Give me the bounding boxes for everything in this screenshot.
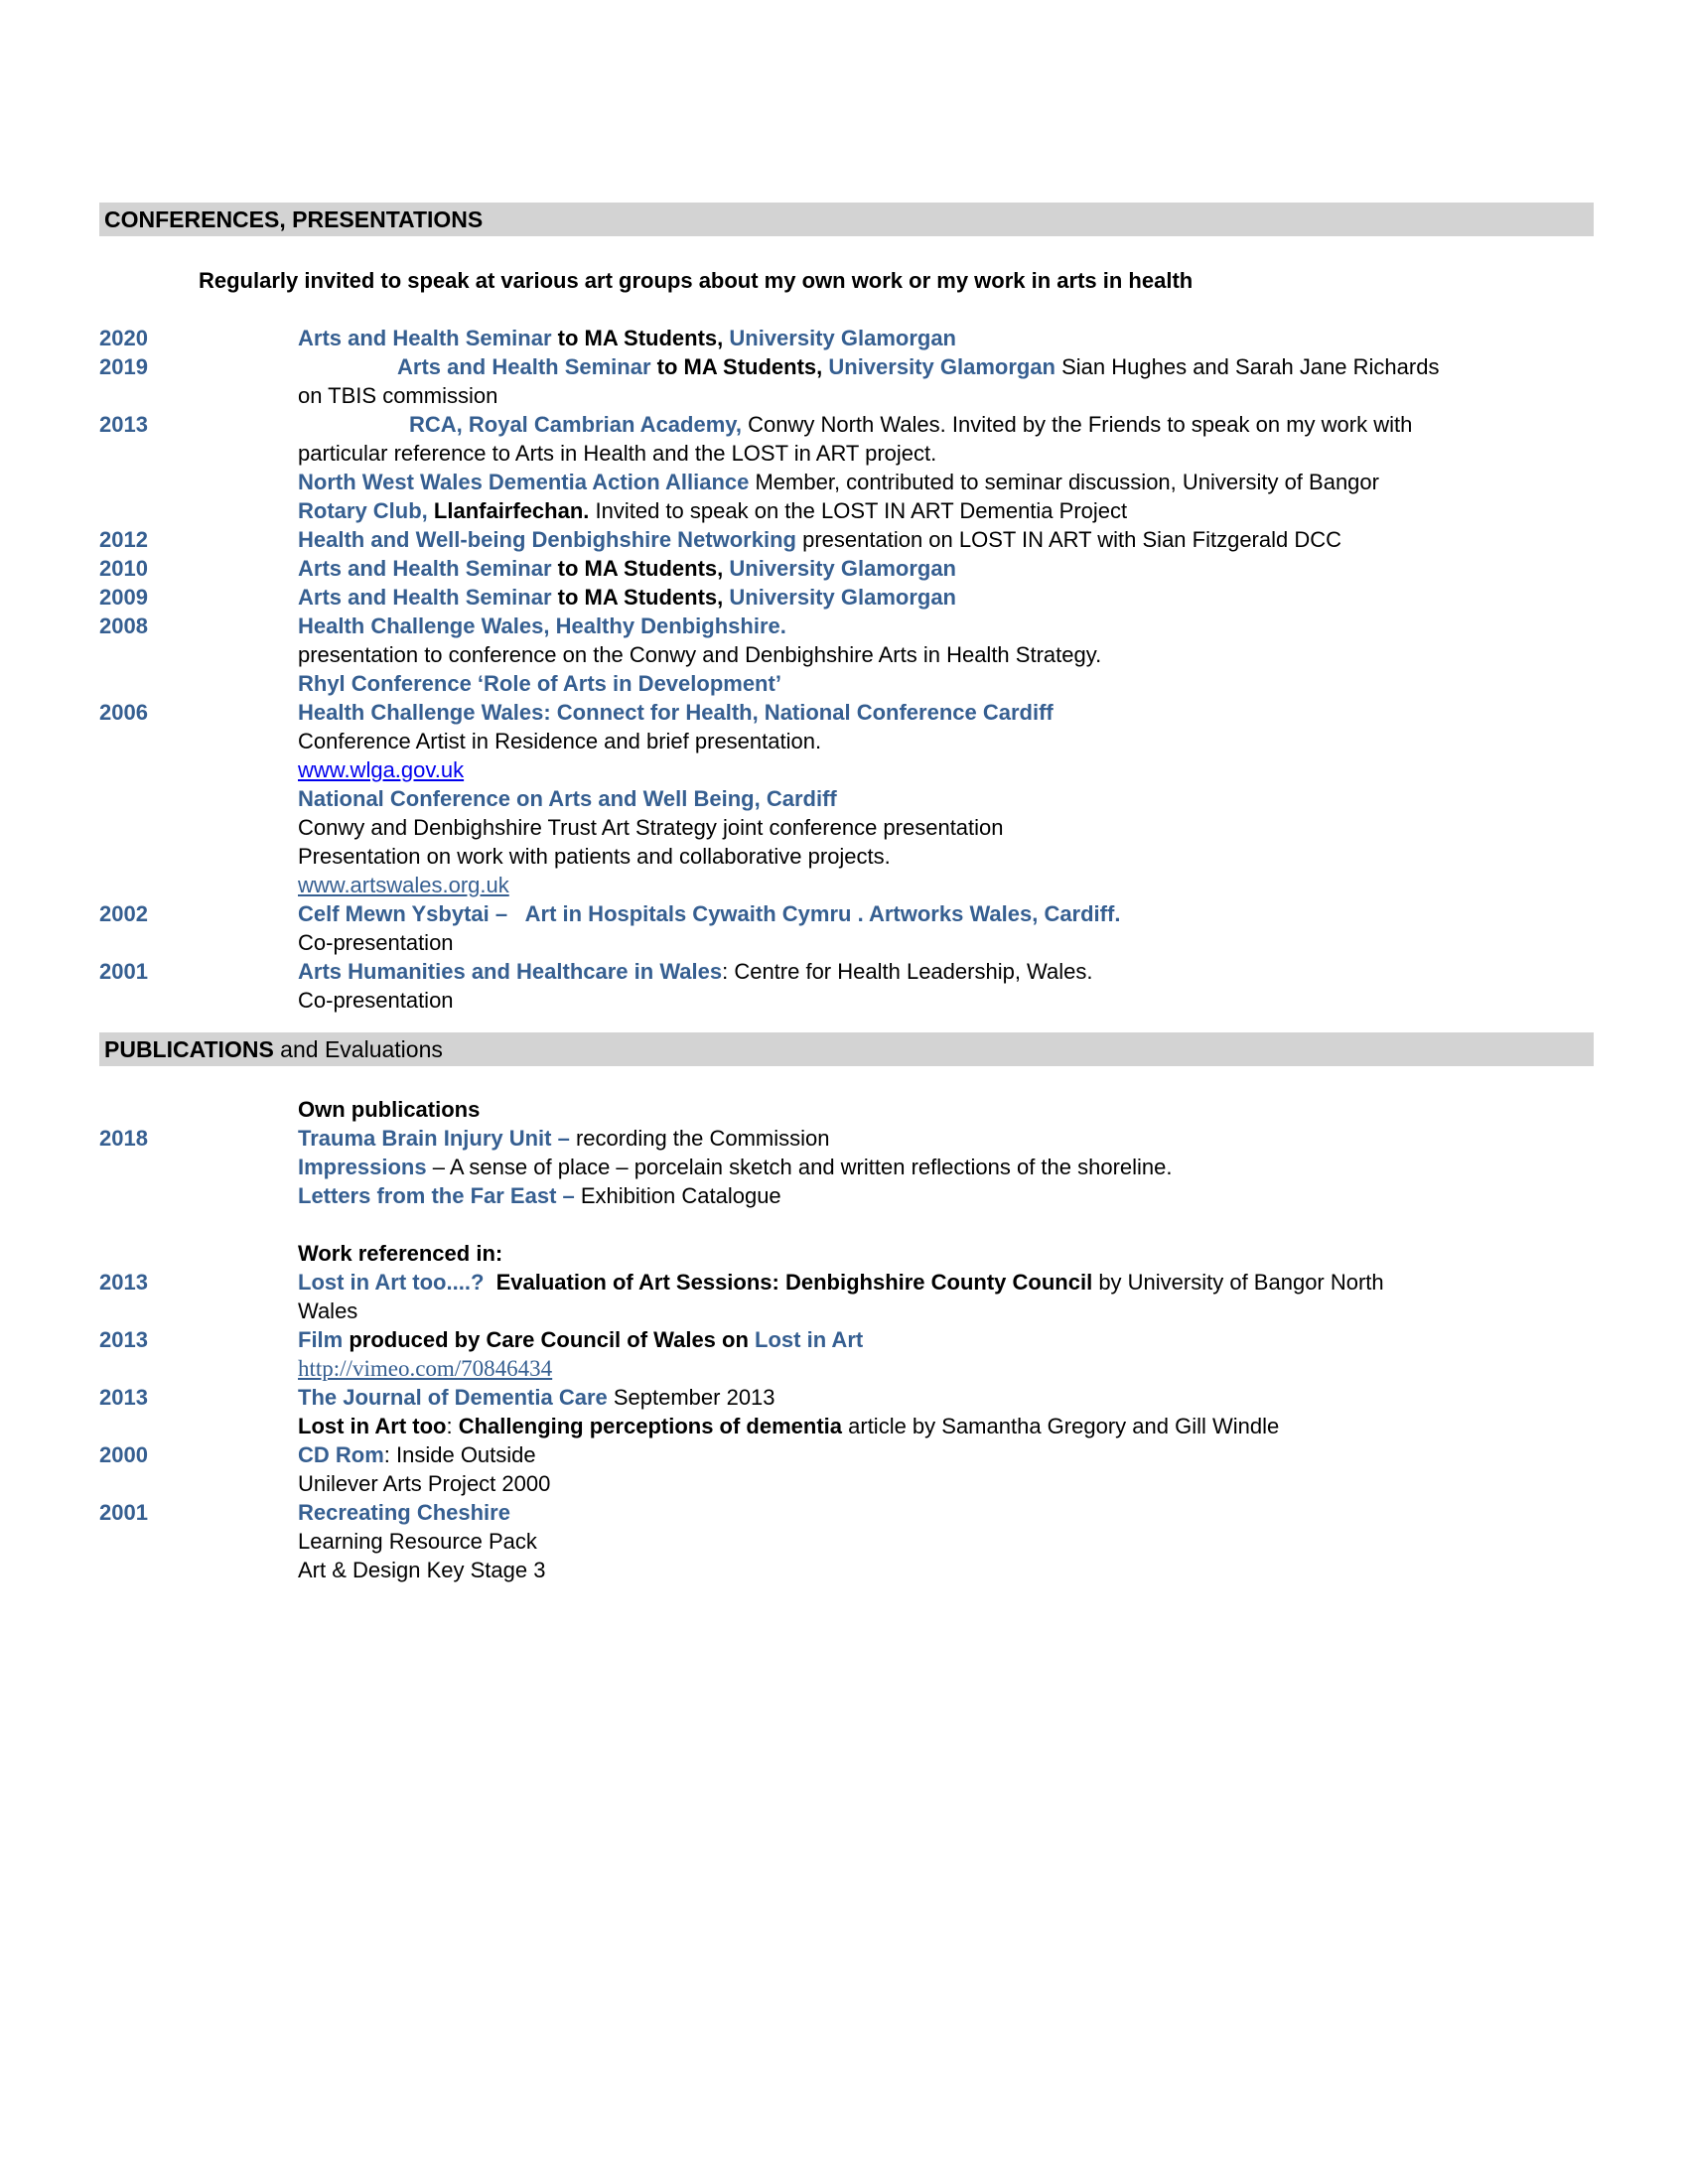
text-segment: Member, contributed to seminar discussion, University of Bangor [749,470,1379,494]
entry-content [298,986,1594,1015]
year-label [99,842,298,871]
entry-row [99,1297,1594,1325]
year-label: 2013 [99,1385,148,1410]
entry-content [298,1383,1594,1412]
entry-content [298,525,1594,554]
vimeo-link[interactable]: http://vimeo.com/70846434 [298,1356,553,1381]
text-segment: to MA Students, [650,354,823,379]
year-label [99,1556,298,1584]
year-label: 2009 [99,585,148,610]
year-label: 2013 [99,1270,148,1295]
text-segment: : [446,1414,459,1438]
text-segment: Celf Mewn Ysbytai – Art in Hospitals Cywaith Cymru . Artworks Wales, Cardiff. [298,901,1121,926]
text-segment: Presentation on work with patients and collaborative projects. [298,844,891,869]
text-segment: University Glamorgan [723,326,956,350]
entry-content [298,842,1594,871]
text-segment: to MA Students, [551,556,724,581]
text-segment: Llanfairfechan. [427,498,590,523]
entry-row [99,324,1594,352]
year-label [99,381,298,410]
entry-row [99,612,1594,640]
year-label: 2001 [99,959,148,984]
text-segment: Co-presentation [298,988,454,1013]
text-segment: to MA Students, [551,585,724,610]
year-label [99,928,298,957]
year-label [99,1153,298,1181]
text-segment: Rotary Club, [298,498,428,523]
year-label: 2001 [99,1500,148,1525]
year-label: 2002 [99,901,148,926]
text-segment: Letters from the Far East – [298,1183,575,1208]
entry-content [298,784,1594,813]
entry-row [99,1124,1594,1153]
year-label [99,986,298,1015]
entry-row [99,899,1594,928]
text-segment: Unilever Arts Project 2000 [298,1471,551,1496]
entry-content [298,1153,1594,1181]
entry-row [99,1325,1594,1354]
entry-content [298,496,1594,525]
entry-row [99,439,1594,468]
text-segment: article by Samantha Gregory and Gill Windle [842,1414,1280,1438]
entry-row [99,496,1594,525]
entry-row [99,381,1594,410]
entry-row [99,1095,1594,1124]
text-segment: Own publications [298,1097,481,1122]
text-segment: – A sense of place – porcelain sketch and written reflections of the shoreline. [426,1155,1173,1179]
entry-content [298,813,1594,842]
text-segment: North West Wales Dementia Action Alliance [298,470,750,494]
entry-content [298,640,1594,669]
entry-row [99,1469,1594,1498]
entry-row [99,1354,1594,1383]
entry-content [298,583,1594,612]
text-segment: Arts and Health Seminar [298,585,552,610]
section-header-conferences [99,203,1594,236]
text-segment: : Inside Outside [383,1442,536,1467]
year-label [99,813,298,842]
entry-content [298,381,1594,410]
entry-content [298,1325,1594,1354]
entry-content [298,1498,1594,1527]
year-label [99,640,298,669]
text-segment: Challenging perceptions of dementia [458,1414,843,1438]
conferences-entries [99,324,1594,1015]
year-label: 2018 [99,1126,148,1151]
text-segment: presentation on LOST IN ART with Sian Fitzgerald DCC [795,527,1342,552]
entry-row [99,957,1594,986]
entry-content [298,899,1594,928]
text-segment: University Glamorgan [723,556,956,581]
entry-row [99,1153,1594,1181]
entry-content [298,554,1594,583]
text-segment: Arts Humanities and Healthcare in Wales [298,959,723,984]
entry-row [99,1556,1594,1584]
entry-row [99,871,1594,899]
artswales-link[interactable]: www.artswales.org.uk [298,873,509,897]
year-label: 2013 [99,412,148,437]
entry-content [298,755,1594,784]
entry-content [298,1124,1594,1153]
entry-row [99,755,1594,784]
text-segment: by University of Bangor North [1092,1270,1384,1295]
year-label: 2000 [99,1442,148,1467]
entry-content [298,928,1594,957]
year-label [99,1239,298,1268]
text-segment: Impressions [298,1155,427,1179]
text-segment: Film [298,1327,344,1352]
entry-content [298,1527,1594,1556]
text-segment: Evaluation of Art Sessions: Denbighshire County Council [484,1270,1093,1295]
entry-row [99,669,1594,698]
entry-content [298,1354,1594,1383]
year-label: 2013 [99,1327,148,1352]
text-segment: Co-presentation [298,930,454,955]
year-label: 2019 [99,354,148,379]
entry-row [99,410,1594,439]
year-label: 2012 [99,527,148,552]
blank-line [99,1210,1594,1239]
entry-content [298,1268,1594,1297]
text-segment: presentation to conference on the Conwy and Denbighshire Arts in Health Strategy. [298,642,1102,667]
text-segment: The Journal of Dementia Care [298,1385,608,1410]
year-label [99,755,298,784]
entry-content [298,1440,1594,1469]
entry-content [298,727,1594,755]
year-label [99,439,298,468]
entry-content [298,1412,1594,1440]
section-title-suffix: and Evaluations [273,1036,443,1062]
text-segment: Conference Artist in Residence and brief presentation. [298,729,822,753]
entry-row [99,640,1594,669]
text-segment: Work referenced in: [298,1241,503,1266]
year-label [99,1469,298,1498]
entry-row [99,1412,1594,1440]
year-label [99,784,298,813]
year-label: 2010 [99,556,148,581]
text-segment: University Glamorgan [723,585,956,610]
entry-content [298,410,1594,439]
text-segment: Health Challenge Wales: Connect for Health, National Conference Cardiff [298,700,1054,725]
section-header-publications [99,1032,1594,1066]
entry-row [99,986,1594,1015]
entry-content [298,468,1594,496]
entry-row [99,1383,1594,1412]
text-segment: Rhyl Conference ‘Role of Arts in Development’ [298,671,781,696]
entry-row [99,784,1594,813]
entry-content [298,1181,1594,1210]
text-segment: Lost in Art too [298,1414,447,1438]
year-label [99,1354,298,1383]
text-segment: CD Rom [298,1442,384,1467]
text-segment: Conwy and Denbighshire Trust Art Strategy joint conference presentation [298,815,1004,840]
blank-line [99,1066,1594,1095]
text-segment: Conwy North Wales. Invited by the Friends to speak on my work with [741,412,1413,437]
entry-row [99,1498,1594,1527]
section-title: PUBLICATIONS [104,1036,274,1062]
section-title: CONFERENCES, PRESENTATIONS [104,206,484,232]
wlga-link[interactable]: www.wlga.gov.uk [298,757,465,782]
year-label [99,496,298,525]
text-segment: National Conference on Arts and Well Being, Cardiff [298,786,837,811]
text-segment: particular reference to Arts in Health and the LOST in ART project. [298,441,937,466]
text-segment: Arts and Health Seminar [298,556,552,581]
conferences-intro: Regularly invited to speak at various art groups about my own work or my work in arts in health [199,268,1194,293]
publications-entries [99,1066,1594,1584]
text-segment: Trauma Brain Injury Unit – [298,1126,570,1151]
entry-content [298,669,1594,698]
entry-content [298,698,1594,727]
entry-content [298,612,1594,640]
entry-row [99,1527,1594,1556]
entry-row [99,1440,1594,1469]
year-label [99,727,298,755]
text-segment: Recreating Cheshire [298,1500,510,1525]
text-segment: on TBIS commission [298,383,498,408]
text-segment: RCA, Royal Cambrian Academy, [409,412,742,437]
entry-content [298,352,1594,381]
entry-content [298,1469,1594,1498]
entry-content [298,439,1594,468]
text-segment: : Centre for Health Leadership, Wales. [722,959,1093,984]
text-segment: Arts and Health Seminar [298,326,552,350]
entry-row [99,1268,1594,1297]
entry-row [99,727,1594,755]
year-label [99,1095,298,1124]
text-segment: recording the Commission [569,1126,830,1151]
year-label: 2006 [99,700,148,725]
entry-content [298,1095,1594,1124]
entry-content [298,957,1594,986]
year-label [99,871,298,899]
text-segment: Wales [298,1298,358,1323]
text-segment: Arts and Health Seminar [397,354,651,379]
year-label [99,1181,298,1210]
entry-row [99,352,1594,381]
year-label [99,1412,298,1440]
year-label [99,669,298,698]
entry-row [99,583,1594,612]
text-segment: Sian Hughes and Sarah Jane Richards [1055,354,1440,379]
year-label: 2008 [99,614,148,638]
text-segment: Lost in Art too....? [298,1270,485,1295]
text-segment: to MA Students, [551,326,724,350]
text-segment: produced by Care Council of Wales on [343,1327,756,1352]
text-segment: September 2013 [607,1385,775,1410]
entry-content [298,1297,1594,1325]
entry-row [99,842,1594,871]
year-label [99,1297,298,1325]
text-segment: Health Challenge Wales, Healthy Denbighshire. [298,614,786,638]
text-segment: Health and Well-being Denbighshire Networking [298,527,796,552]
entry-content [298,871,1594,899]
entry-content [298,1556,1594,1584]
entry-content [298,324,1594,352]
text-segment: Exhibition Catalogue [574,1183,781,1208]
text-segment: Invited to speak on the LOST IN ART Dementia Project [589,498,1128,523]
year-label: 2020 [99,326,148,350]
entry-row [99,698,1594,727]
entry-row [99,1239,1594,1268]
entry-row [99,468,1594,496]
entry-row [99,928,1594,957]
entry-row [99,813,1594,842]
entry-content [298,1239,1594,1268]
text-segment: Art & Design Key Stage 3 [298,1558,546,1582]
year-label [99,1527,298,1556]
year-label [99,468,298,496]
entry-row [99,1181,1594,1210]
entry-row [99,525,1594,554]
entry-row [99,554,1594,583]
text-segment: Lost in Art [755,1327,864,1352]
text-segment: University Glamorgan [822,354,1055,379]
text-segment: Learning Resource Pack [298,1529,537,1554]
